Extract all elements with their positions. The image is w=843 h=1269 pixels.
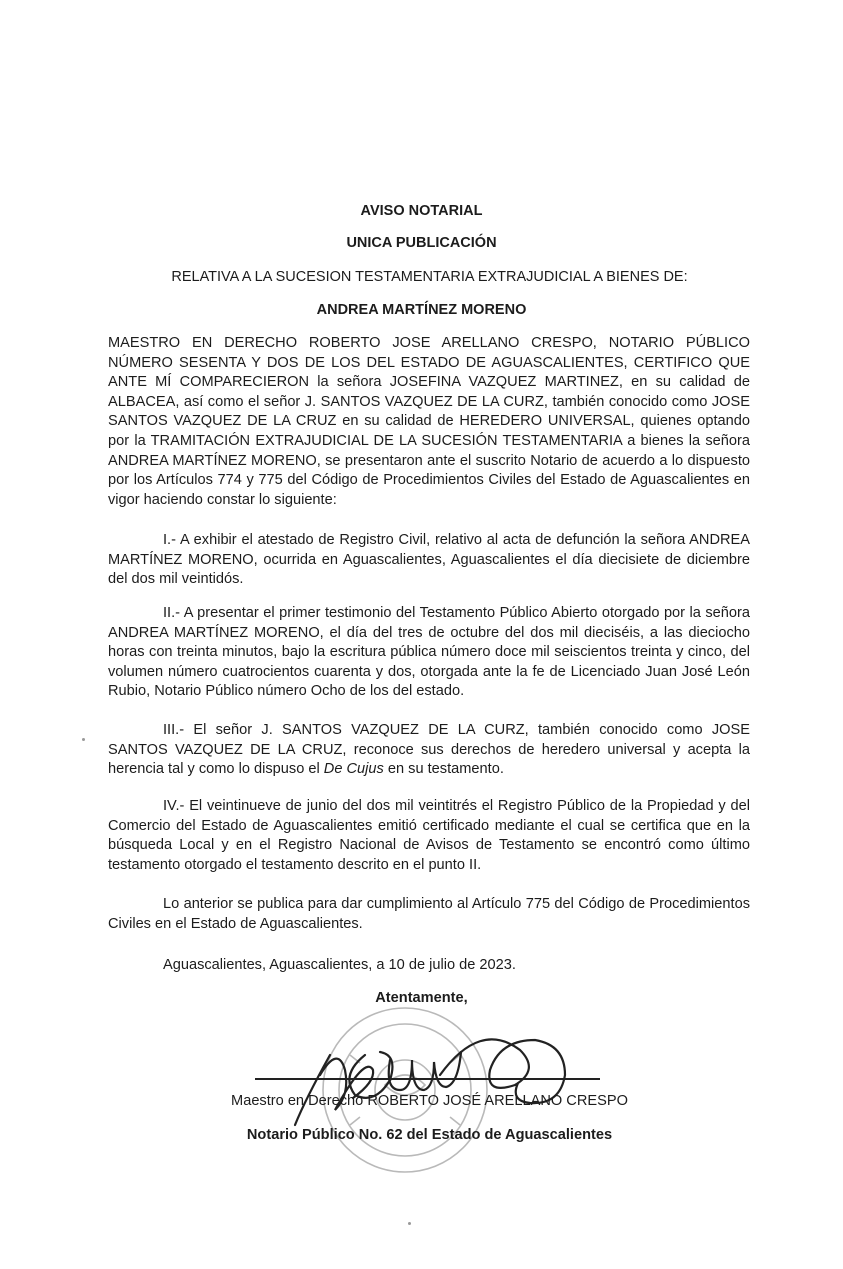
place-and-date: Aguascalientes, Aguascalientes, a 10 de julio de 2023. xyxy=(163,957,516,973)
point-iii-text-end: en su testamento. xyxy=(383,761,504,778)
scan-speck xyxy=(408,1222,411,1225)
point-i-paragraph: I.- A exhibir el atestado de Registro Civil, relativo al acta de defunción la señora ANDREA MARTÍNEZ MORENO, ocurrida en Aguascalientes, Aguascalientes el día diecisiete de diciembre del dos mil veintidós. xyxy=(108,532,750,588)
signature-and-seal-image xyxy=(290,995,630,1180)
notice-title: AVISO NOTARIAL xyxy=(360,203,483,219)
point-iv-paragraph: IV.- El veintinueve de junio del dos mil veintitrés el Registro Público de la Propiedad y del Comercio del Estado de Aguascalientes emitió certificado mediante el cual se certifica que en la búsqueda Local y en el Registro Nacional de Avisos de Testamento se encontró como último testamento otorgado el testamento descrito en el punto II. xyxy=(108,798,750,873)
signature-line xyxy=(255,1078,600,1080)
point-iii-text: III.- El señor J. SANTOS VAZQUEZ DE LA CURZ, también conocido como JOSE SANTOS VAZQUEZ DE LA CRUZ, reconoce sus derechos de heredero universal y acepta la herencia tal y como lo dispuso el xyxy=(108,722,750,778)
deceased-name: ANDREA MARTÍNEZ MORENO xyxy=(316,302,527,318)
intro-paragraph: MAESTRO EN DERECHO ROBERTO JOSE ARELLANO CRESPO, NOTARIO PÚBLICO NÚMERO SESENTA Y DOS DE LOS DEL ESTADO DE AGUASCALIENTES, CERTIFICO QUE ANTE MÍ COMPARECIERON la señora JOSEFINA VAZQUEZ MARTINEZ, en su calidad de ALBACEA, así como el señor J. SANTOS VAZQUEZ DE LA CURZ, también conocido como JOSE SANTOS VAZQUEZ DE LA CRUZ en su calidad de HEREDERO UNIVERSAL, quienes optando por la TRAMITACIÓN EXTRAJUDICIAL DE LA SUCESIÓN TESTAMENTARIA a bienes la señora ANDREA MARTÍNEZ MORENO, se presentaron ante el suscrito Notario de acuerdo a lo dispuesto por los Artículos 774 y 775 del Código de Procedimientos Civiles del Estado de Aguascalientes en vigor haciendo constar lo siguiente: xyxy=(108,335,750,508)
closing-salutation: Atentamente, xyxy=(375,990,468,1006)
signer-name: Maestro en Derecho ROBERTO JOSÉ ARELLANO CRESPO xyxy=(231,1093,628,1109)
point-iii-paragraph xyxy=(108,721,750,780)
publication-purpose-paragraph: Lo anterior se publica para dar cumplimiento al Artículo 775 del Código de Procedimientos Civiles en el Estado de Aguascalientes. xyxy=(108,896,750,932)
publication-subtitle: UNICA PUBLICACIÓN xyxy=(346,235,497,251)
succession-heading: RELATIVA A LA SUCESION TESTAMENTARIA EXTRAJUDICIAL A BIENES DE: xyxy=(171,269,688,285)
scan-speck xyxy=(82,738,85,741)
de-cujus-term: De Cujus xyxy=(323,761,384,778)
signer-title: Notario Público No. 62 del Estado de Aguascalientes xyxy=(246,1127,613,1143)
point-ii-paragraph: II.- A presentar el primer testimonio del Testamento Público Abierto otorgado por la señora ANDREA MARTÍNEZ MORENO, el día del tres de octubre del dos mil dieciséis, a las dieciocho horas con treinta minutos, bajo la escritura pública número doce mil seiscientos treinta y cinco, del volumen número cuatrocientos cuarenta y dos, otorgada ante la fe de Licenciado Juan José León Rubio, Notario Público número Ocho de los del estado. xyxy=(108,605,750,700)
handwritten-signature xyxy=(295,1039,565,1125)
